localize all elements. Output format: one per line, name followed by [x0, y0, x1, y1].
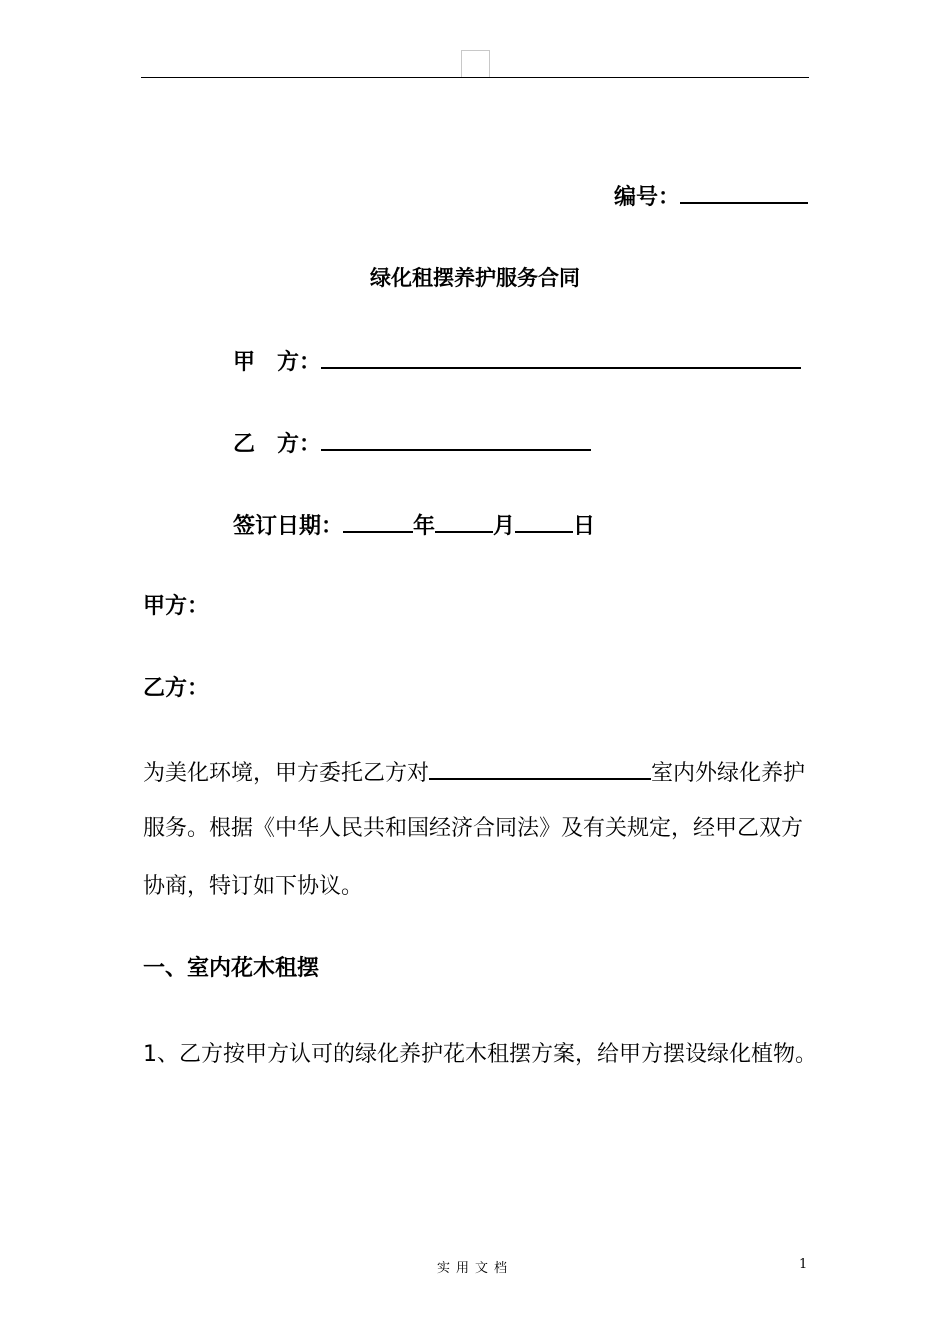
sign-date-day-label: 日: [573, 514, 596, 539]
party-a-blank[interactable]: [321, 345, 801, 369]
intro-location-blank[interactable]: [429, 756, 651, 780]
sign-date-line: [233, 509, 595, 542]
sign-date-year-label: 年: [413, 514, 436, 539]
sign-date-month-blank[interactable]: [435, 509, 493, 533]
sign-date-day-blank[interactable]: [515, 509, 573, 533]
footer-label: 实用文档: [436, 1261, 513, 1276]
party-b-blank[interactable]: [321, 427, 591, 451]
page-number: 1: [799, 1257, 808, 1272]
contract-number-label: 编号：: [613, 185, 680, 210]
party-a-field-label: 甲 方：: [233, 350, 322, 375]
document-title: 绿化租摆养护服务合同: [370, 266, 580, 290]
header-rule: [141, 77, 809, 78]
sign-date-year-blank[interactable]: [343, 509, 413, 533]
clause-1: 1、乙方按甲方认可的绿化养护花木租摆方案，给甲方摆设绿化植物。: [143, 1042, 817, 1067]
contract-number-line: [614, 180, 808, 211]
header-box: [461, 50, 490, 78]
party-b-label: 乙方：: [143, 676, 210, 701]
intro-line-3: 协商，特订如下协议。: [143, 874, 364, 899]
intro-line-2: 服务。根据《中华人民共和国经济合同法》及有关规定，经甲乙双方: [143, 816, 804, 841]
intro-line-1: [143, 756, 805, 789]
contract-number-blank[interactable]: [680, 180, 808, 204]
party-a-label: 甲方：: [143, 594, 210, 619]
intro-line-1-before: 为美化环境，甲方委托乙方对: [143, 761, 430, 786]
party-b-field-label: 乙 方：: [233, 432, 322, 457]
party-b-field-line: [233, 427, 591, 460]
sign-date-label: 签订日期：: [233, 514, 344, 539]
sign-date-month-label: 月: [493, 514, 516, 539]
section-1-heading: 一、室内花木租摆: [143, 956, 320, 981]
intro-line-1-after: 室内外绿化养护: [651, 761, 806, 786]
party-a-field-line: [233, 345, 801, 378]
